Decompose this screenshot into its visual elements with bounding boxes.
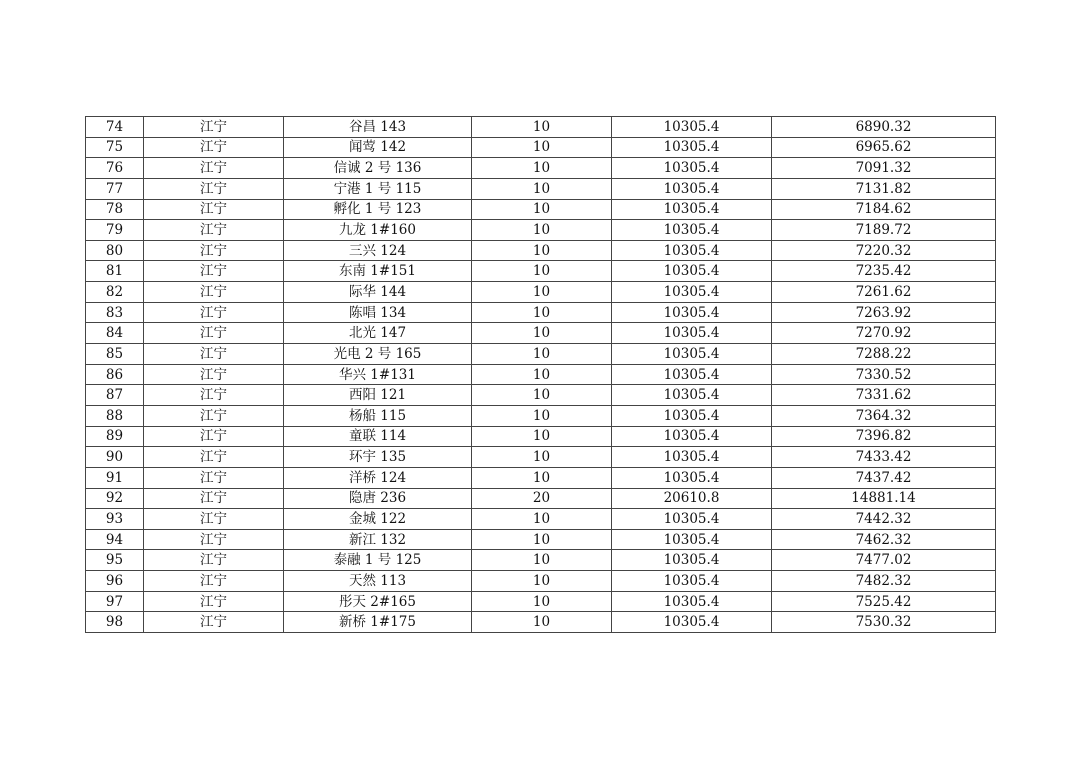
row-number-cell: 74 [86, 117, 144, 138]
row-number-cell: 87 [86, 385, 144, 406]
district-cell: 江宁 [144, 220, 284, 241]
name-cell: 环宇 135 [284, 447, 472, 468]
table-row [86, 240, 996, 261]
value-cell: 7261.62 [772, 282, 996, 303]
amount-cell: 10305.4 [612, 467, 772, 488]
capacity-cell: 10 [472, 426, 612, 447]
table-row [86, 571, 996, 592]
district-cell: 江宁 [144, 240, 284, 261]
amount-cell: 10305.4 [612, 385, 772, 406]
amount-cell: 10305.4 [612, 323, 772, 344]
district-cell: 江宁 [144, 426, 284, 447]
value-cell: 14881.14 [772, 488, 996, 509]
name-cell: 新桥 1#175 [284, 612, 472, 633]
amount-cell: 10305.4 [612, 612, 772, 633]
amount-cell: 10305.4 [612, 117, 772, 138]
district-cell: 江宁 [144, 137, 284, 158]
capacity-cell: 10 [472, 302, 612, 323]
amount-cell: 10305.4 [612, 405, 772, 426]
name-cell: 闻莺 142 [284, 137, 472, 158]
table-row [86, 220, 996, 241]
value-cell: 6890.32 [772, 117, 996, 138]
row-number-cell: 93 [86, 509, 144, 530]
amount-cell: 10305.4 [612, 220, 772, 241]
capacity-cell: 10 [472, 571, 612, 592]
value-cell: 6965.62 [772, 137, 996, 158]
capacity-cell: 10 [472, 591, 612, 612]
value-cell: 7437.42 [772, 467, 996, 488]
value-cell: 7525.42 [772, 591, 996, 612]
table-row [86, 509, 996, 530]
district-cell: 江宁 [144, 364, 284, 385]
row-number-cell: 76 [86, 158, 144, 179]
table-row [86, 199, 996, 220]
value-cell: 7442.32 [772, 509, 996, 530]
district-cell: 江宁 [144, 282, 284, 303]
table-row [86, 344, 996, 365]
district-cell: 江宁 [144, 158, 284, 179]
capacity-cell: 10 [472, 612, 612, 633]
row-number-cell: 75 [86, 137, 144, 158]
name-cell: 信诚 2 号 136 [284, 158, 472, 179]
name-cell: 隐唐 236 [284, 488, 472, 509]
name-cell: 西阳 121 [284, 385, 472, 406]
amount-cell: 10305.4 [612, 426, 772, 447]
capacity-cell: 10 [472, 529, 612, 550]
name-cell: 宁港 1 号 115 [284, 178, 472, 199]
data-table [85, 116, 996, 633]
district-cell: 江宁 [144, 261, 284, 282]
capacity-cell: 10 [472, 199, 612, 220]
row-number-cell: 91 [86, 467, 144, 488]
row-number-cell: 79 [86, 220, 144, 241]
district-cell: 江宁 [144, 405, 284, 426]
name-cell: 杨船 115 [284, 405, 472, 426]
row-number-cell: 96 [86, 571, 144, 592]
amount-cell: 10305.4 [612, 158, 772, 179]
value-cell: 7184.62 [772, 199, 996, 220]
name-cell: 彤天 2#165 [284, 591, 472, 612]
district-cell: 江宁 [144, 488, 284, 509]
value-cell: 7433.42 [772, 447, 996, 468]
district-cell: 江宁 [144, 385, 284, 406]
amount-cell: 10305.4 [612, 178, 772, 199]
row-number-cell: 77 [86, 178, 144, 199]
table-row [86, 117, 996, 138]
capacity-cell: 10 [472, 509, 612, 530]
capacity-cell: 10 [472, 240, 612, 261]
amount-cell: 10305.4 [612, 240, 772, 261]
table-row [86, 426, 996, 447]
capacity-cell: 10 [472, 323, 612, 344]
table-row [86, 178, 996, 199]
district-cell: 江宁 [144, 199, 284, 220]
capacity-cell: 10 [472, 178, 612, 199]
capacity-cell: 10 [472, 137, 612, 158]
value-cell: 7288.22 [772, 344, 996, 365]
table-row [86, 364, 996, 385]
value-cell: 7482.32 [772, 571, 996, 592]
capacity-cell: 10 [472, 261, 612, 282]
value-cell: 7477.02 [772, 550, 996, 571]
name-cell: 天然 113 [284, 571, 472, 592]
district-cell: 江宁 [144, 302, 284, 323]
name-cell: 金城 122 [284, 509, 472, 530]
value-cell: 7396.82 [772, 426, 996, 447]
value-cell: 7263.92 [772, 302, 996, 323]
value-cell: 7330.52 [772, 364, 996, 385]
capacity-cell: 10 [472, 282, 612, 303]
value-cell: 7235.42 [772, 261, 996, 282]
name-cell: 东南 1#151 [284, 261, 472, 282]
name-cell: 三兴 124 [284, 240, 472, 261]
row-number-cell: 83 [86, 302, 144, 323]
amount-cell: 10305.4 [612, 137, 772, 158]
row-number-cell: 95 [86, 550, 144, 571]
row-number-cell: 97 [86, 591, 144, 612]
table-row [86, 385, 996, 406]
district-cell: 江宁 [144, 612, 284, 633]
row-number-cell: 80 [86, 240, 144, 261]
amount-cell: 10305.4 [612, 199, 772, 220]
row-number-cell: 92 [86, 488, 144, 509]
table-row [86, 261, 996, 282]
amount-cell: 20610.8 [612, 488, 772, 509]
value-cell: 7270.92 [772, 323, 996, 344]
table-row [86, 550, 996, 571]
row-number-cell: 90 [86, 447, 144, 468]
table-row [86, 323, 996, 344]
row-number-cell: 82 [86, 282, 144, 303]
value-cell: 7220.32 [772, 240, 996, 261]
row-number-cell: 89 [86, 426, 144, 447]
table-row [86, 467, 996, 488]
value-cell: 7131.82 [772, 178, 996, 199]
capacity-cell: 20 [472, 488, 612, 509]
value-cell: 7091.32 [772, 158, 996, 179]
value-cell: 7364.32 [772, 405, 996, 426]
name-cell: 陈唱 134 [284, 302, 472, 323]
district-cell: 江宁 [144, 344, 284, 365]
table-body [86, 117, 996, 633]
row-number-cell: 94 [86, 529, 144, 550]
district-cell: 江宁 [144, 591, 284, 612]
amount-cell: 10305.4 [612, 591, 772, 612]
table-row [86, 405, 996, 426]
amount-cell: 10305.4 [612, 550, 772, 571]
capacity-cell: 10 [472, 344, 612, 365]
name-cell: 光电 2 号 165 [284, 344, 472, 365]
name-cell: 际华 144 [284, 282, 472, 303]
district-cell: 江宁 [144, 117, 284, 138]
name-cell: 洋桥 124 [284, 467, 472, 488]
district-cell: 江宁 [144, 571, 284, 592]
table-row [86, 158, 996, 179]
value-cell: 7462.32 [772, 529, 996, 550]
name-cell: 孵化 1 号 123 [284, 199, 472, 220]
table-row [86, 447, 996, 468]
name-cell: 华兴 1#131 [284, 364, 472, 385]
capacity-cell: 10 [472, 447, 612, 468]
amount-cell: 10305.4 [612, 282, 772, 303]
value-cell: 7530.32 [772, 612, 996, 633]
name-cell: 谷昌 143 [284, 117, 472, 138]
table-row [86, 529, 996, 550]
amount-cell: 10305.4 [612, 571, 772, 592]
row-number-cell: 85 [86, 344, 144, 365]
amount-cell: 10305.4 [612, 344, 772, 365]
district-cell: 江宁 [144, 509, 284, 530]
district-cell: 江宁 [144, 178, 284, 199]
capacity-cell: 10 [472, 364, 612, 385]
district-cell: 江宁 [144, 323, 284, 344]
capacity-cell: 10 [472, 405, 612, 426]
district-cell: 江宁 [144, 529, 284, 550]
row-number-cell: 86 [86, 364, 144, 385]
name-cell: 童联 114 [284, 426, 472, 447]
district-cell: 江宁 [144, 550, 284, 571]
table-row [86, 488, 996, 509]
table-row [86, 137, 996, 158]
name-cell: 泰融 1 号 125 [284, 550, 472, 571]
value-cell: 7189.72 [772, 220, 996, 241]
row-number-cell: 78 [86, 199, 144, 220]
table-row [86, 302, 996, 323]
capacity-cell: 10 [472, 550, 612, 571]
name-cell: 九龙 1#160 [284, 220, 472, 241]
amount-cell: 10305.4 [612, 302, 772, 323]
district-cell: 江宁 [144, 447, 284, 468]
amount-cell: 10305.4 [612, 509, 772, 530]
amount-cell: 10305.4 [612, 261, 772, 282]
capacity-cell: 10 [472, 220, 612, 241]
district-cell: 江宁 [144, 467, 284, 488]
amount-cell: 10305.4 [612, 529, 772, 550]
capacity-cell: 10 [472, 117, 612, 138]
value-cell: 7331.62 [772, 385, 996, 406]
capacity-cell: 10 [472, 158, 612, 179]
row-number-cell: 98 [86, 612, 144, 633]
amount-cell: 10305.4 [612, 364, 772, 385]
table-row [86, 591, 996, 612]
name-cell: 新江 132 [284, 529, 472, 550]
table-row [86, 612, 996, 633]
capacity-cell: 10 [472, 385, 612, 406]
table-row [86, 282, 996, 303]
name-cell: 北光 147 [284, 323, 472, 344]
capacity-cell: 10 [472, 467, 612, 488]
row-number-cell: 84 [86, 323, 144, 344]
row-number-cell: 81 [86, 261, 144, 282]
amount-cell: 10305.4 [612, 447, 772, 468]
row-number-cell: 88 [86, 405, 144, 426]
